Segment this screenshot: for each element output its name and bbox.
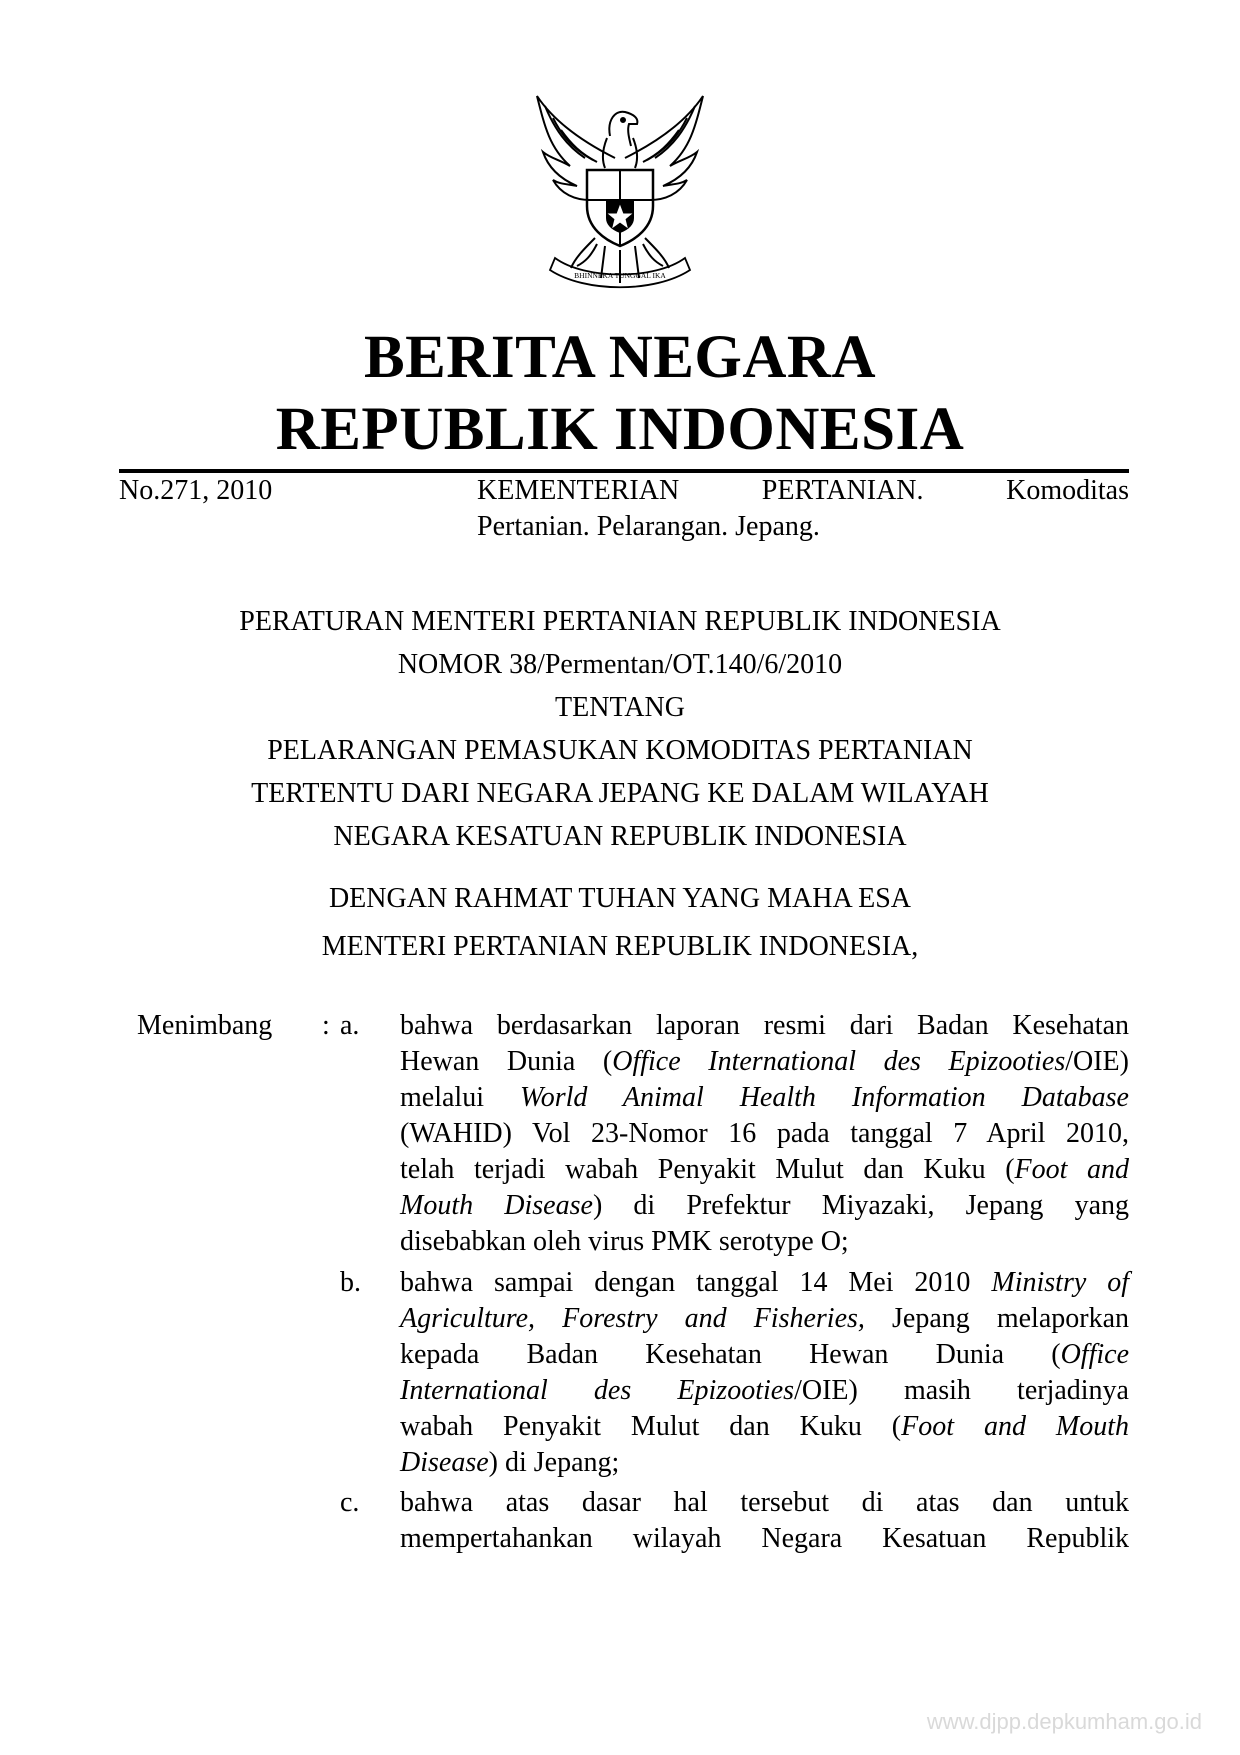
publication-subtitle: REPUBLIK INDONESIA [275, 396, 965, 463]
item-letter-c: c. [340, 1487, 360, 1518]
regulation-title-block [0, 600, 1240, 858]
considering-label: Menimbang [137, 1010, 273, 1041]
category-line-2: Pertanian. Pelarangan. Jepang. [477, 511, 820, 542]
item-line: Hewan Dunia (Office International des Epizooties/OIE) [400, 1046, 1129, 1077]
publication-title: BERITA NEGARA [363, 324, 877, 391]
item-letter-b: b. [340, 1267, 361, 1298]
website-watermark: www.djpp.depkumham.go.id [926, 1709, 1202, 1734]
regulation-title-line: PERATURAN MENTERI PERTANIAN REPUBLIK INDONESIA [239, 606, 1001, 637]
motto-text: BHINNEKA TUNGGAL IKA [574, 271, 666, 280]
item-line: Mouth Disease) di Prefektur Miyazaki, Jepang yang [400, 1190, 1129, 1221]
item-line: telah terjadi wabah Penyakit Mulut dan Kuku (Foot and [400, 1154, 1129, 1185]
category-word: PERTANIAN. [761, 475, 924, 506]
item-line: wabah Penyakit Mulut dan Kuku (Foot and Mouth [400, 1411, 1129, 1442]
garuda-pancasila-emblem [515, 88, 725, 298]
category-line-1 [477, 473, 1129, 509]
preamble-block [0, 875, 1240, 971]
item-line: International des Epizooties/OIE) masih terjadinya [400, 1375, 1129, 1406]
regulation-title-line: PELARANGAN PEMASUKAN KOMODITAS PERTANIAN [267, 735, 973, 766]
regulation-title-line: TERTENTU DARI NEGARA JEPANG KE DALAM WILAYAH [251, 778, 989, 809]
item-line: bahwa berdasarkan laporan resmi dari Badan Kesehatan [400, 1010, 1129, 1041]
item-letter-a: a. [340, 1010, 360, 1041]
preamble-line: MENTERI PERTANIAN REPUBLIK INDONESIA, [321, 931, 919, 962]
item-line: kepada Badan Kesehatan Hewan Dunia (Office [400, 1339, 1129, 1370]
item-line: Disease) di Jepang; [400, 1447, 620, 1478]
category-word: KEMENTERIAN [477, 475, 680, 506]
item-line: bahwa sampai dengan tanggal 14 Mei 2010 Ministry of [400, 1267, 1129, 1298]
consideration-item-c [400, 1485, 1129, 1557]
preamble-line: DENGAN RAHMAT TUHAN YANG MAHA ESA [328, 883, 912, 914]
category-word: Komoditas [1006, 475, 1129, 506]
consideration-item-a [400, 1008, 1129, 1260]
item-line: (WAHID) Vol 23-Nomor 16 pada tanggal 7 April 2010, [400, 1118, 1129, 1149]
considering-colon: : [322, 1010, 330, 1041]
item-line: Agriculture, Forestry and Fisheries, Jepang melaporkan [400, 1303, 1129, 1334]
item-line: mempertahankan wilayah Negara Kesatuan Republik [400, 1523, 1129, 1554]
regulation-title-line: TENTANG [555, 692, 685, 723]
item-line: bahwa atas dasar hal tersebut di atas dan untuk [400, 1487, 1129, 1518]
regulation-title-line: NEGARA KESATUAN REPUBLIK INDONESIA [333, 821, 907, 852]
item-line: disebabkan oleh virus PMK serotype O; [400, 1226, 849, 1257]
regulation-number: NOMOR 38/Permentan/OT.140/6/2010 [397, 649, 843, 680]
consideration-item-b [400, 1265, 1129, 1481]
item-line: melalui World Animal Health Information Database [400, 1082, 1129, 1113]
document-number: No.271, 2010 [119, 475, 273, 506]
